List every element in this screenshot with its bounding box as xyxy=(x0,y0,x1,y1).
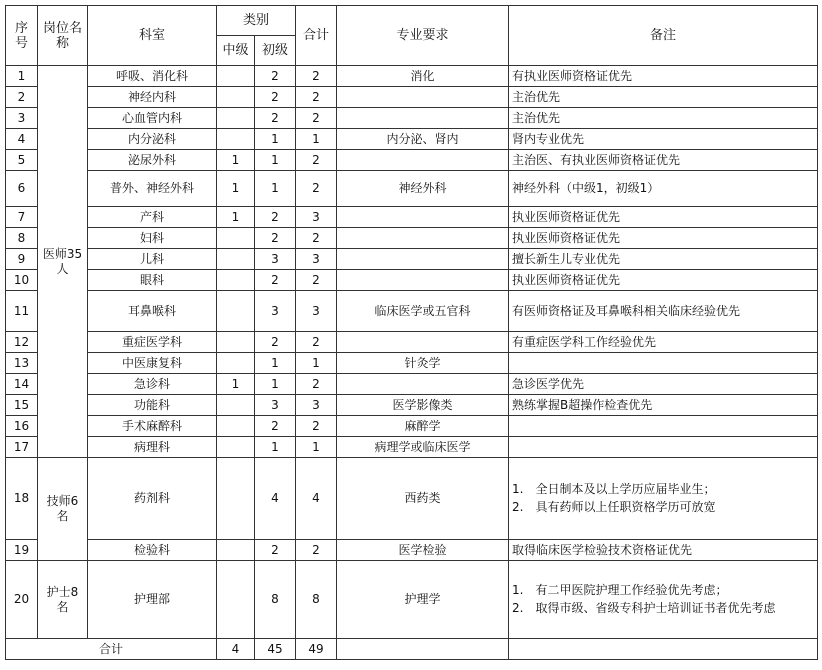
remark-line: 2. 取得市级、省级专科护士培训证书者优先考虑 xyxy=(512,601,776,615)
total-count-cell: 2 xyxy=(296,87,337,108)
major-cell xyxy=(337,332,509,353)
remark-cell: 执业医师资格证优先 xyxy=(509,207,818,228)
major-cell xyxy=(337,207,509,228)
row-index: 15 xyxy=(6,395,38,416)
row-index: 14 xyxy=(6,374,38,395)
remark-cell: 执业医师资格证优先 xyxy=(509,228,818,249)
table-row xyxy=(6,353,818,374)
header-category: 类别 xyxy=(217,6,296,36)
row-index: 6 xyxy=(6,171,38,207)
mid-count-cell: 1 xyxy=(217,150,255,171)
row-index: 3 xyxy=(6,108,38,129)
dept-cell: 妇科 xyxy=(88,228,217,249)
table-row xyxy=(6,249,818,270)
row-index: 20 xyxy=(6,561,38,639)
row-index: 11 xyxy=(6,291,38,332)
total-label: 合计 xyxy=(6,639,217,660)
remark-cell xyxy=(509,458,818,540)
mid-count-cell xyxy=(217,416,255,437)
mid-count-cell xyxy=(217,395,255,416)
remark-cell xyxy=(509,416,818,437)
major-cell xyxy=(337,374,509,395)
junior-count-cell: 2 xyxy=(255,270,296,291)
dept-cell: 眼科 xyxy=(88,270,217,291)
mid-count-cell xyxy=(217,458,255,540)
major-cell xyxy=(337,249,509,270)
total-all: 49 xyxy=(296,639,337,660)
dept-cell: 普外、神经外科 xyxy=(88,171,217,207)
row-index: 7 xyxy=(6,207,38,228)
table-row xyxy=(6,150,818,171)
table-row xyxy=(6,171,818,207)
row-index: 2 xyxy=(6,87,38,108)
mid-count-cell xyxy=(217,249,255,270)
junior-count-cell: 2 xyxy=(255,66,296,87)
mid-count-cell xyxy=(217,353,255,374)
dept-cell: 中医康复科 xyxy=(88,353,217,374)
total-count-cell: 2 xyxy=(296,270,337,291)
junior-count-cell: 1 xyxy=(255,437,296,458)
major-cell xyxy=(337,150,509,171)
junior-count-cell: 2 xyxy=(255,332,296,353)
table-row xyxy=(6,129,818,150)
total-major-empty xyxy=(337,639,509,660)
mid-count-cell xyxy=(217,228,255,249)
remark-line: 1. 有二甲医院护理工作经验优先考虑； xyxy=(512,583,728,597)
recruitment-table xyxy=(5,5,818,660)
dept-cell: 耳鼻喉科 xyxy=(88,291,217,332)
major-cell: 临床医学或五官科 xyxy=(337,291,509,332)
row-index: 4 xyxy=(6,129,38,150)
major-cell xyxy=(337,108,509,129)
junior-count-cell: 2 xyxy=(255,540,296,561)
row-index: 10 xyxy=(6,270,38,291)
mid-count-cell xyxy=(217,437,255,458)
table-row xyxy=(6,207,818,228)
remark-cell: 执业医师资格证优先 xyxy=(509,270,818,291)
total-count-cell: 2 xyxy=(296,416,337,437)
total-count-cell: 1 xyxy=(296,129,337,150)
remark-cell: 取得临床医学检验技术资格证优先 xyxy=(509,540,818,561)
junior-count-cell: 4 xyxy=(255,458,296,540)
junior-count-cell: 2 xyxy=(255,416,296,437)
remark-cell: 有医师资格证及耳鼻喉科相关临床经验优先 xyxy=(509,291,818,332)
row-index: 18 xyxy=(6,458,38,540)
total-count-cell: 2 xyxy=(296,108,337,129)
total-count-cell: 2 xyxy=(296,228,337,249)
header-mid: 中级 xyxy=(217,36,255,66)
remark-cell xyxy=(509,437,818,458)
header-remark: 备注 xyxy=(509,6,818,66)
major-cell: 西药类 xyxy=(337,458,509,540)
row-index: 9 xyxy=(6,249,38,270)
remark-cell: 神经外科（中级1，初级1） xyxy=(509,171,818,207)
table-row xyxy=(6,270,818,291)
dept-cell: 病理科 xyxy=(88,437,217,458)
table-row xyxy=(6,458,818,540)
table-row xyxy=(6,561,818,639)
total-count-cell: 2 xyxy=(296,540,337,561)
junior-count-cell: 2 xyxy=(255,108,296,129)
remark-cell xyxy=(509,561,818,639)
dept-cell: 功能科 xyxy=(88,395,217,416)
tech-group-label: 技师6名 xyxy=(38,458,88,561)
table-row xyxy=(6,416,818,437)
mid-count-cell: 1 xyxy=(217,171,255,207)
table-row xyxy=(6,395,818,416)
junior-count-cell: 8 xyxy=(255,561,296,639)
row-index: 13 xyxy=(6,353,38,374)
junior-count-cell: 3 xyxy=(255,395,296,416)
doctor-group-label: 医师35人 xyxy=(38,66,88,458)
row-index: 17 xyxy=(6,437,38,458)
remark-line: 2. 具有药师以上任职资格学历可放宽 xyxy=(512,500,716,514)
major-cell: 病理学或临床医学 xyxy=(337,437,509,458)
major-cell xyxy=(337,87,509,108)
header-junior: 初级 xyxy=(255,36,296,66)
mid-count-cell xyxy=(217,332,255,353)
total-count-cell: 4 xyxy=(296,458,337,540)
mid-count-cell xyxy=(217,66,255,87)
dept-cell: 心血管内科 xyxy=(88,108,217,129)
remark-cell: 主治优先 xyxy=(509,108,818,129)
junior-count-cell: 1 xyxy=(255,374,296,395)
remark-cell: 熟练掌握B超操作检查优先 xyxy=(509,395,818,416)
dept-cell: 护理部 xyxy=(88,561,217,639)
junior-count-cell: 2 xyxy=(255,87,296,108)
remark-cell: 主治医、有执业医师资格证优先 xyxy=(509,150,818,171)
mid-count-cell xyxy=(217,108,255,129)
junior-count-cell: 1 xyxy=(255,150,296,171)
total-mid: 4 xyxy=(217,639,255,660)
mid-count-cell xyxy=(217,291,255,332)
header-post: 岗位名称 xyxy=(38,6,88,66)
dept-cell: 手术麻醉科 xyxy=(88,416,217,437)
table-row xyxy=(6,291,818,332)
mid-count-cell xyxy=(217,540,255,561)
row-index: 19 xyxy=(6,540,38,561)
remark-cell: 有重症医学科工作经验优先 xyxy=(509,332,818,353)
junior-count-cell: 3 xyxy=(255,291,296,332)
mid-count-cell xyxy=(217,87,255,108)
junior-count-cell: 1 xyxy=(255,353,296,374)
remark-cell xyxy=(509,353,818,374)
dept-cell: 儿科 xyxy=(88,249,217,270)
dept-cell: 急诊科 xyxy=(88,374,217,395)
total-count-cell: 2 xyxy=(296,66,337,87)
table-row xyxy=(6,228,818,249)
total-count-cell: 2 xyxy=(296,150,337,171)
row-index: 1 xyxy=(6,66,38,87)
row-index: 16 xyxy=(6,416,38,437)
junior-count-cell: 1 xyxy=(255,171,296,207)
nurse-group-label: 护士8名 xyxy=(38,561,88,639)
mid-count-cell xyxy=(217,561,255,639)
major-cell: 医学检验 xyxy=(337,540,509,561)
total-count-cell: 3 xyxy=(296,291,337,332)
header-index: 序号 xyxy=(6,6,38,66)
total-count-cell: 2 xyxy=(296,332,337,353)
major-cell: 内分泌、肾内 xyxy=(337,129,509,150)
header-total: 合计 xyxy=(296,6,337,66)
junior-count-cell: 2 xyxy=(255,228,296,249)
dept-cell: 内分泌科 xyxy=(88,129,217,150)
total-remark-empty xyxy=(509,639,818,660)
header-major: 专业要求 xyxy=(337,6,509,66)
total-junior: 45 xyxy=(255,639,296,660)
major-cell xyxy=(337,270,509,291)
remark-cell: 肾内专业优先 xyxy=(509,129,818,150)
table-row xyxy=(6,87,818,108)
remark-line: 1. 全日制本及以上学历应届毕业生； xyxy=(512,482,716,496)
total-count-cell: 8 xyxy=(296,561,337,639)
mid-count-cell: 1 xyxy=(217,374,255,395)
dept-cell: 产科 xyxy=(88,207,217,228)
dept-cell: 检验科 xyxy=(88,540,217,561)
major-cell xyxy=(337,228,509,249)
table-row xyxy=(6,108,818,129)
major-cell: 医学影像类 xyxy=(337,395,509,416)
total-row xyxy=(6,639,818,660)
total-count-cell: 3 xyxy=(296,249,337,270)
major-cell: 神经外科 xyxy=(337,171,509,207)
table-row xyxy=(6,540,818,561)
junior-count-cell: 1 xyxy=(255,129,296,150)
row-index: 8 xyxy=(6,228,38,249)
table-row xyxy=(6,332,818,353)
total-count-cell: 2 xyxy=(296,171,337,207)
major-cell: 麻醉学 xyxy=(337,416,509,437)
remark-cell: 急诊医学优先 xyxy=(509,374,818,395)
row-index: 5 xyxy=(6,150,38,171)
dept-cell: 药剂科 xyxy=(88,458,217,540)
dept-cell: 重症医学科 xyxy=(88,332,217,353)
row-index: 12 xyxy=(6,332,38,353)
junior-count-cell: 2 xyxy=(255,207,296,228)
mid-count-cell xyxy=(217,270,255,291)
total-count-cell: 3 xyxy=(296,395,337,416)
total-count-cell: 1 xyxy=(296,437,337,458)
major-cell: 针灸学 xyxy=(337,353,509,374)
major-cell: 消化 xyxy=(337,66,509,87)
remark-cell: 擅长新生儿专业优先 xyxy=(509,249,818,270)
total-count-cell: 1 xyxy=(296,353,337,374)
mid-count-cell xyxy=(217,129,255,150)
dept-cell: 泌尿外科 xyxy=(88,150,217,171)
junior-count-cell: 3 xyxy=(255,249,296,270)
remark-cell: 有执业医师资格证优先 xyxy=(509,66,818,87)
header-dept: 科室 xyxy=(88,6,217,66)
remark-cell: 主治优先 xyxy=(509,87,818,108)
mid-count-cell: 1 xyxy=(217,207,255,228)
dept-cell: 神经内科 xyxy=(88,87,217,108)
total-count-cell: 2 xyxy=(296,374,337,395)
table-row xyxy=(6,437,818,458)
total-count-cell: 3 xyxy=(296,207,337,228)
table-row xyxy=(6,374,818,395)
dept-cell: 呼吸、消化科 xyxy=(88,66,217,87)
major-cell: 护理学 xyxy=(337,561,509,639)
table-row xyxy=(6,66,818,87)
